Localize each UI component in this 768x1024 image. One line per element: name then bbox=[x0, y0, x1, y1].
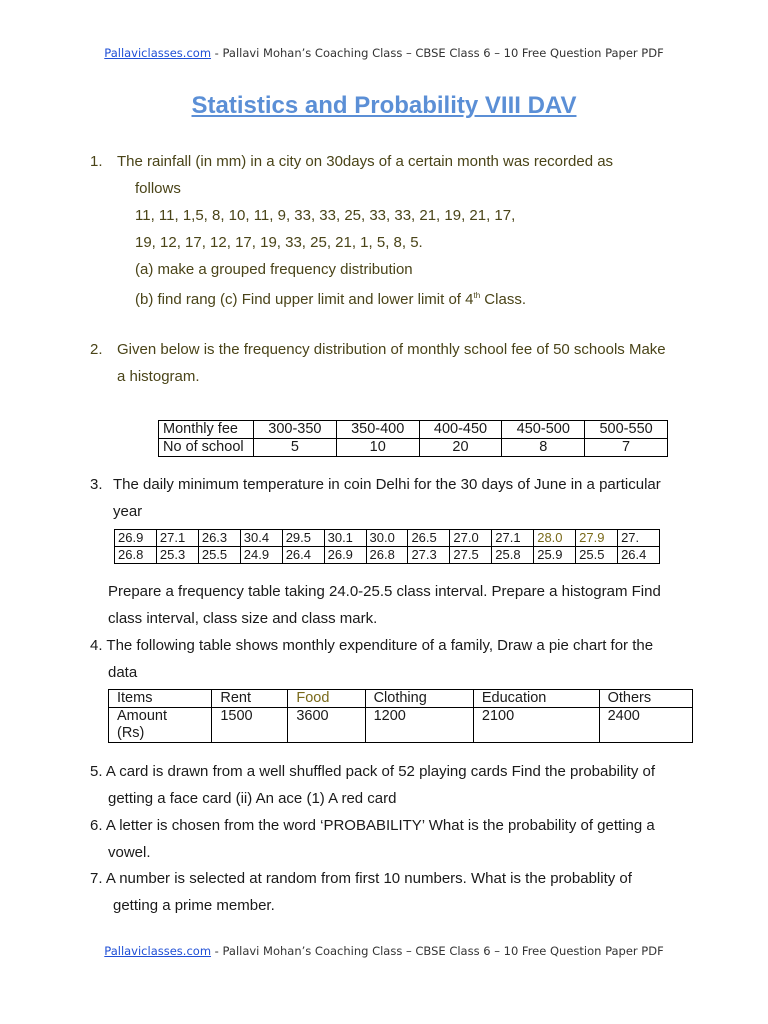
table-cell: 25.9 bbox=[534, 547, 576, 564]
table-cell: 1200 bbox=[365, 708, 473, 743]
header-site-link[interactable]: Pallaviclasses.com bbox=[104, 46, 212, 60]
table-cell: 25.3 bbox=[156, 547, 198, 564]
table-cell: 26.9 bbox=[324, 547, 366, 564]
table-cell: 27.5 bbox=[450, 547, 492, 564]
table-cell: 27.1 bbox=[156, 530, 198, 547]
fee-table bbox=[158, 420, 668, 457]
q3-line1: The daily minimum temperature in coin Delhi for the 30 days of June in a particular bbox=[113, 476, 661, 493]
q4-line1: 4. The following table shows monthly expenditure of a family, Draw a pie chart for the bbox=[90, 637, 654, 654]
table-cell: 3600 bbox=[288, 708, 365, 743]
header-text: - Pallavi Mohan’s Coaching Class – CBSE Class 6 – 10 Free Question Paper PDF bbox=[211, 46, 664, 60]
table-cell: Others bbox=[599, 690, 692, 708]
q1-line6-sup: th bbox=[473, 291, 481, 300]
table-cell: 30.1 bbox=[324, 530, 366, 547]
table-cell: 24.9 bbox=[240, 547, 282, 564]
table-cell: Food bbox=[288, 690, 365, 708]
table-cell: 30.4 bbox=[240, 530, 282, 547]
q1-line1: The rainfall (in mm) in a city on 30days of a certain month was recorded as bbox=[117, 153, 614, 170]
table-cell: 27.0 bbox=[450, 530, 492, 547]
row-label-amount: Amount bbox=[117, 708, 167, 724]
page-title: Statistics and Probability VIII DAV bbox=[191, 92, 577, 119]
q5-line2: getting a face card (ii) An ace (1) A red card bbox=[108, 790, 397, 807]
table-cell: 27. bbox=[618, 530, 660, 547]
table-cell: 27.1 bbox=[492, 530, 534, 547]
table-cell: 7 bbox=[585, 439, 668, 457]
row-label-rs: (Rs) bbox=[117, 725, 145, 741]
q7-line1: 7. A number is selected at random from first 10 numbers. What is the probablity of bbox=[90, 870, 632, 887]
q6-line2: vowel. bbox=[108, 844, 151, 861]
table-cell: Monthly fee bbox=[159, 421, 254, 439]
table-cell: 5 bbox=[254, 439, 337, 457]
temperature-table bbox=[114, 529, 660, 564]
table-cell: 300-350 bbox=[254, 421, 337, 439]
table-cell: 28.0 bbox=[534, 530, 576, 547]
table-cell: 26.5 bbox=[408, 530, 450, 547]
table-row bbox=[159, 421, 668, 439]
table-cell: 10 bbox=[336, 439, 419, 457]
footer-text: - Pallavi Mohan’s Coaching Class – CBSE Class 6 – 10 Free Question Paper PDF bbox=[211, 944, 664, 958]
table-row bbox=[109, 708, 693, 743]
q1-line6-a: (b) find rang (c) Find upper limit and lower limit of 4 bbox=[135, 291, 474, 308]
table-cell: 26.8 bbox=[115, 547, 157, 564]
q1-line6-b: Class. bbox=[480, 291, 526, 308]
table-cell: 2100 bbox=[473, 708, 599, 743]
table-row bbox=[159, 439, 668, 457]
q1-line5: (a) make a grouped frequency distribution bbox=[135, 261, 413, 278]
table-cell: Education bbox=[473, 690, 599, 708]
q3-line3: Prepare a frequency table taking 24.0-25.5 class interval. Prepare a histogram Find bbox=[108, 583, 661, 600]
table-cell: Items bbox=[109, 690, 212, 708]
q7-line2: getting a prime member. bbox=[113, 897, 275, 914]
page-footer bbox=[0, 944, 768, 958]
expenditure-table bbox=[108, 689, 693, 743]
page-header bbox=[0, 46, 768, 60]
table-cell: 25.5 bbox=[576, 547, 618, 564]
q1-number: 1. bbox=[90, 153, 103, 170]
table-cell: 25.5 bbox=[198, 547, 240, 564]
table-cell: 26.8 bbox=[366, 547, 408, 564]
table-cell: 1500 bbox=[212, 708, 288, 743]
footer-site-link[interactable]: Pallaviclasses.com bbox=[104, 944, 212, 958]
table-row bbox=[109, 690, 693, 708]
table-cell: 450-500 bbox=[502, 421, 585, 439]
q2-line1: Given below is the frequency distribution of monthly school fee of 50 schools Make bbox=[117, 341, 666, 358]
table-cell: 26.3 bbox=[198, 530, 240, 547]
table-cell: 27.3 bbox=[408, 547, 450, 564]
q1-line6 bbox=[135, 287, 526, 309]
q3-line2: year bbox=[113, 503, 143, 520]
table-cell: 400-450 bbox=[419, 421, 502, 439]
table-cell: 26.9 bbox=[115, 530, 157, 547]
table-cell: 8 bbox=[502, 439, 585, 457]
table-cell: 20 bbox=[419, 439, 502, 457]
table-cell bbox=[109, 708, 212, 743]
q1-line2: follows bbox=[135, 180, 181, 197]
q5-line1: 5. A card is drawn from a well shuffled pack of 52 playing cards Find the probability of bbox=[90, 763, 656, 780]
q4-line2: data bbox=[108, 664, 138, 681]
table-row bbox=[115, 530, 660, 547]
table-cell: Clothing bbox=[365, 690, 473, 708]
q1-line3: 11, 11, 1,5, 8, 10, 11, 9, 33, 33, 25, 33, 33, 21, 19, 21, 17, bbox=[135, 207, 516, 224]
table-row bbox=[115, 547, 660, 564]
table-cell: 2400 bbox=[599, 708, 692, 743]
q1-line4: 19, 12, 17, 12, 17, 19, 33, 25, 21, 1, 5, 8, 5. bbox=[135, 234, 423, 251]
table-cell: 29.5 bbox=[282, 530, 324, 547]
table-cell: 350-400 bbox=[336, 421, 419, 439]
q3-line4: class interval, class size and class mark. bbox=[108, 610, 378, 627]
q6-line1: 6. A letter is chosen from the word ‘PROBABILITY’ What is the probability of getting a bbox=[90, 817, 655, 834]
table-cell: Rent bbox=[212, 690, 288, 708]
table-cell: 30.0 bbox=[366, 530, 408, 547]
q2-line2: a histogram. bbox=[117, 368, 200, 385]
q2-number: 2. bbox=[90, 341, 103, 358]
table-cell: 25.8 bbox=[492, 547, 534, 564]
table-cell: 500-550 bbox=[585, 421, 668, 439]
table-cell: 27.9 bbox=[576, 530, 618, 547]
table-cell: 26.4 bbox=[282, 547, 324, 564]
q3-number: 3. bbox=[90, 476, 103, 493]
table-cell: 26.4 bbox=[618, 547, 660, 564]
table-cell: No of school bbox=[159, 439, 254, 457]
